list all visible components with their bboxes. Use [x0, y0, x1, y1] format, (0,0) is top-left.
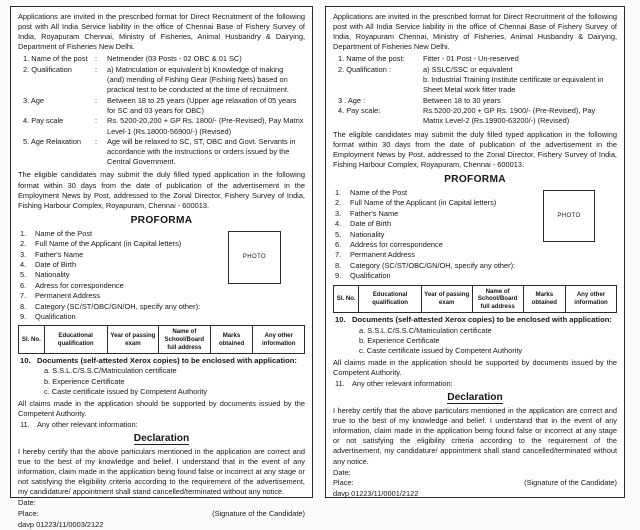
photo-placeholder-box	[228, 231, 281, 284]
item-text: Any other relevant information:	[352, 379, 453, 389]
item-text: Full Name of the Applicant (in Capital letters)	[350, 198, 497, 208]
column-header-slno: Sl. No.	[19, 326, 45, 354]
item-text: Nationality	[350, 229, 385, 239]
qualification-table	[18, 325, 305, 354]
item-text: Full Name of the Applicant (in Capital letters)	[35, 239, 182, 249]
item-number: 2.	[20, 239, 27, 249]
item-number: 1.	[335, 187, 342, 197]
item-text: Documents (self-attested Xerox copies) to be enclosed with application:	[37, 356, 297, 366]
item-number: 2.	[335, 198, 342, 208]
list-item	[333, 271, 617, 281]
detail-value: Rs. 5200-20,200 + GP Rs. 1800/- (Pre-Revised), Pay Matrix Level-1 (Rs.18000-56900/-) (Revised)	[107, 116, 304, 136]
intro-paragraph: Applications are invited in the prescribed format for Direct Recruitment of the following post with All India Service liability in the office of Chennai Base of Fishery Survey of India, Royapuram Chennai, Ministry of Fisheries, Animal Husbandry & Dairying, Department of Fisheries New Delhi.	[18, 12, 305, 52]
column-header-school: Name of School/Board full address	[472, 285, 523, 313]
proforma-section	[18, 229, 305, 323]
column-header-other: Any other information	[566, 285, 617, 313]
detail-value: a) SSLC/SSC or equivalent b. Industrial Training Institute certificate or equivalent in Sheet Metal work fitter trade	[423, 64, 604, 95]
davp-reference: davp 01223/11/0003/2122	[18, 519, 104, 529]
item-number: 3.	[335, 208, 342, 218]
submission-paragraph: The eligible candidates may submit the duly filled typed application in the following format within 30 days from the date of publication of the advertisement in the Employment News by Post, addressed to the Zonal Director, Fishery Survey of India, Fishing Harbour Complex, Royapuram, Chennai - 600013.	[18, 170, 305, 210]
list-item	[333, 250, 617, 260]
column-header-marks: Marks obtained	[523, 285, 565, 313]
item-text: Father's Name	[35, 249, 84, 259]
column-header-year: Year of passing exam	[421, 285, 472, 313]
item-number: 10.	[20, 356, 31, 366]
photo-label: PHOTO	[242, 254, 267, 261]
declaration-body: I hereby certify that the above particulars mentioned in the application are correct and true to the best of my knowledge and belief. I understand that in the event of any information, claim made in the application being found false or incorrect at any stage or not satisfying the eligibility criteria according to the requirement of the advertisement, my candidature/ appointment shall stand cancelled/terminated without any notice.	[18, 446, 305, 497]
other-information-item	[18, 420, 305, 430]
detail-value: a) Matriculation or equivalent b) Knowledge of making (and) mending of Fishing Gear (Fishing Nets) based on practical test to be conducted at the time of recruitment.	[107, 64, 289, 95]
proforma-heading: PROFORMA	[130, 214, 193, 226]
signature-label: (Signature of the Candidate)	[524, 477, 617, 487]
detail-label: 4. Pay scale	[23, 116, 64, 126]
detail-row	[18, 116, 305, 136]
detail-colon: :	[95, 64, 98, 74]
list-item	[18, 312, 305, 322]
other-information-item	[333, 379, 617, 389]
column-header-slno: Sl. No.	[334, 285, 359, 313]
intro-paragraph: Applications are invited in the prescribed format for Direct Recruitment of the following post with All India Service liability in the office of Chennai Base of Fishery Survey of India, Royapuram Chennai, Ministry of Fisheries, Animal Husbandry & Dairying, Department of Fisheries New Delhi.	[333, 12, 617, 52]
column-header-school: Name of School/Board full address	[159, 326, 210, 354]
item-text: Nationality	[35, 270, 70, 280]
item-text: Father's Name	[350, 208, 399, 218]
detail-row	[333, 96, 617, 106]
declaration-heading: Declaration	[447, 392, 503, 404]
item-number: 1.	[20, 228, 27, 238]
item-number: 7.	[20, 291, 27, 301]
documents-item: a. S.S.L.C/S.S.C/Matriculation certificate	[44, 366, 177, 376]
documents-item: b. Experience Certificate	[44, 376, 125, 386]
detail-row	[18, 137, 305, 167]
table-header-row	[334, 285, 617, 313]
documents-item: c. Caste certificate issued by Competent Authority	[359, 345, 523, 355]
detail-row	[333, 54, 617, 64]
proforma-heading: PROFORMA	[444, 173, 506, 185]
item-number: 3.	[20, 249, 27, 259]
item-number: 11.	[335, 379, 345, 389]
claims-note: All claims made in the application should be supported by documents issued by the Competent Authority.	[333, 357, 617, 377]
detail-label: 1. Name of the post	[23, 54, 88, 64]
item-number: 9.	[20, 312, 27, 322]
detail-value: Between 18 to 25 years (Upper age relaxation of 05 years for SC and 03 years for OBC)	[107, 95, 297, 115]
item-text: Documents (self-attested Xerox copies) to be enclosed with application:	[352, 315, 612, 325]
item-text: Address for correspondence	[350, 239, 443, 249]
detail-label: 5. Age Relaxation	[23, 137, 81, 147]
item-number: 5.	[20, 270, 27, 280]
signature-row	[18, 509, 305, 519]
detail-row	[18, 96, 305, 116]
detail-value: Rs.5200-20,200 + GP Rs. 1900/- (Pre-Revised), Pay Matrix Level-2 (Rs.19900-63200/-) (Revised)	[423, 106, 596, 126]
detail-value: Fitter - 01 Post - Un-reserved	[423, 54, 519, 64]
detail-label: 2. Qualification :	[338, 64, 392, 74]
column-header-other: Any other information	[253, 326, 305, 354]
column-header-marks: Marks obtained	[210, 326, 253, 354]
post-details-list	[18, 54, 305, 167]
item-text: Permanent Address	[350, 250, 415, 260]
detail-row	[333, 106, 617, 126]
place-field-label: Place:	[333, 477, 354, 487]
detail-label: 3. Age	[23, 95, 44, 105]
list-item	[18, 302, 305, 312]
item-text: Qualification	[35, 312, 76, 322]
item-text: Qualification	[350, 271, 391, 281]
item-number: 11.	[20, 419, 30, 429]
item-number: 7.	[335, 250, 342, 260]
detail-row	[18, 65, 305, 95]
declaration-body: I hereby certify that the above particulars mentioned in the application are correct and true to the best of my knowledge and belief. I understand that in the event of any information, claim made in the application being found false or incorrect at any stage or not satisfying the eligibility criteria according to the requirement of the advertisement, my candidature/ appointment shall stand cancelled/terminated without any notice.	[333, 406, 617, 466]
item-text: Any other relevant information:	[37, 419, 138, 429]
detail-label: 3 . Age :	[338, 95, 366, 105]
item-text: Date of Birth	[35, 260, 77, 269]
detail-row	[333, 65, 617, 95]
item-number: 4.	[20, 260, 27, 269]
item-text: Name of the Post	[350, 187, 408, 197]
list-item	[18, 291, 305, 301]
column-header-qualification: Educational qualification	[44, 326, 107, 354]
davp-reference: davp 01223/11/0001/2122	[333, 489, 419, 499]
documents-heading	[333, 315, 617, 325]
detail-value: Between 18 to 30 years	[423, 95, 501, 105]
item-number: 6.	[20, 280, 27, 290]
list-item	[333, 261, 617, 271]
declaration-heading: Declaration	[133, 432, 190, 444]
photo-placeholder-box	[543, 190, 595, 242]
detail-colon: :	[95, 95, 98, 105]
photo-label: PHOTO	[557, 212, 581, 219]
item-text: Category (SC/ST/OBC/GN/OH, specify any other):	[350, 260, 516, 270]
advertisement-panel-netmender	[10, 6, 313, 529]
column-header-year: Year of passing exam	[107, 326, 158, 354]
post-details-list	[333, 54, 617, 126]
detail-colon: :	[95, 137, 98, 147]
item-number: 10.	[335, 315, 346, 325]
item-text: Category (SC/ST/OBC/GN/OH, specify any other):	[35, 301, 201, 311]
column-header-qualification: Educational qualification	[359, 285, 421, 313]
claims-note: All claims made in the application should be supported by documents issued by the Competent Authority.	[18, 398, 305, 418]
item-text: Name of the Post	[35, 228, 93, 238]
advertisement-panel-fitter	[325, 6, 625, 498]
item-text: Adress for correspondence	[35, 280, 124, 290]
item-number: 8.	[20, 301, 27, 311]
item-text: Date of Birth	[350, 219, 392, 229]
detail-row	[18, 54, 305, 64]
detail-value: Netmender (03 Posts - 02 OBC & 01 SC)	[107, 54, 242, 64]
item-number: 4.	[335, 219, 342, 229]
documents-item: b. Experience Certificate	[359, 335, 440, 345]
date-field-label: Date:	[333, 467, 351, 477]
submission-paragraph: The eligible candidates may submit the duly filled typed application in the following format within 30 days from the date of publication of the advertisement in the Employment News by Post, addressed to the Zonal Director, Fishery Survey of India, Fishing Harbour Complex, Royapuram, Chennai - 600013.	[333, 129, 617, 169]
item-number: 9.	[335, 271, 342, 281]
signature-row	[333, 478, 617, 488]
place-field-label: Place:	[18, 508, 39, 518]
signature-label: (Signature of the Candidate)	[212, 508, 305, 518]
date-field-label: Date:	[18, 498, 36, 508]
detail-colon: :	[95, 116, 98, 126]
item-text: Permanent Address	[35, 291, 100, 301]
detail-label: 1. Name of the post:	[338, 54, 405, 64]
proforma-section	[333, 188, 617, 282]
item-number: 5.	[335, 229, 342, 239]
qualification-table	[333, 285, 617, 314]
documents-item: c. Caste certificate issued by Competent Authority	[44, 386, 208, 396]
documents-heading	[18, 356, 305, 366]
detail-label: 2. Qualification	[23, 64, 72, 74]
detail-value: Age will be relaxed to SC, ST, OBC and Govt. Servants in accordance with the instructions or orders issued by the Central Government.	[107, 137, 296, 167]
item-number: 8.	[335, 260, 342, 270]
table-header-row	[19, 326, 305, 354]
detail-colon: :	[95, 54, 98, 64]
documents-item: a. S.S.L.C/S.S.C/Matriculation certificate	[359, 325, 492, 335]
detail-label: 4. Pay scale:	[338, 106, 381, 116]
item-number: 6.	[335, 239, 342, 249]
